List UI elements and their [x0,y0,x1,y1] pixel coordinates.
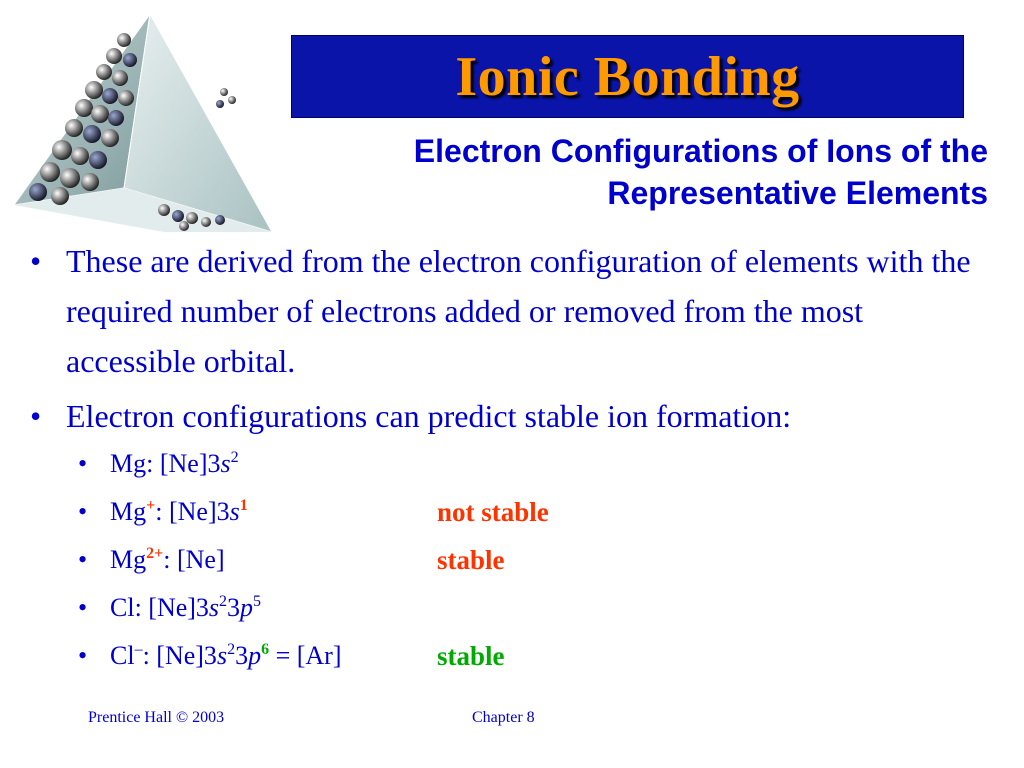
config-cl: • Cl: $[Ne]3s^23p^5$ [78,584,341,632]
config-mg-plus: • Mg+: $[Ne]3s^1$ not stable [78,488,341,536]
config-cl-minus: • Cl–: $[Ne]3s^23p^6 = [Ar]$ stable [78,632,341,680]
bullet-item: • Electron configurations can predict stable ion formation: [30,391,990,441]
slide-title: Ionic Bonding [455,45,800,108]
bullet-item: • These are derived from the electron configuration of elements with the required number of electrons added or removed from the most accessible orbital. [30,236,990,386]
status-not-stable: not stable [437,497,549,527]
footer-chapter: Chapter 8 [472,709,535,726]
subtitle-line-2: Representative Elements [607,175,988,211]
footer-publisher: Prentice Hall © 2003 [88,709,225,726]
ion-configuration-list [78,440,549,680]
status-stable-mg: stable [437,545,505,575]
crystal-lattice-pyramid-icon [14,10,276,235]
config-mg-2plus: • $Mg^{2+}$: [Ne] stable [78,536,341,584]
slide-subtitle [268,130,988,214]
status-stable-cl: stable [437,641,505,671]
main-bullet-list [30,236,990,446]
subtitle-line-1: Electron Configurations of Ions of the [413,133,988,169]
title-bar [291,35,964,118]
config-mg: • Mg: $[Ne]3s^2$ [78,440,341,488]
